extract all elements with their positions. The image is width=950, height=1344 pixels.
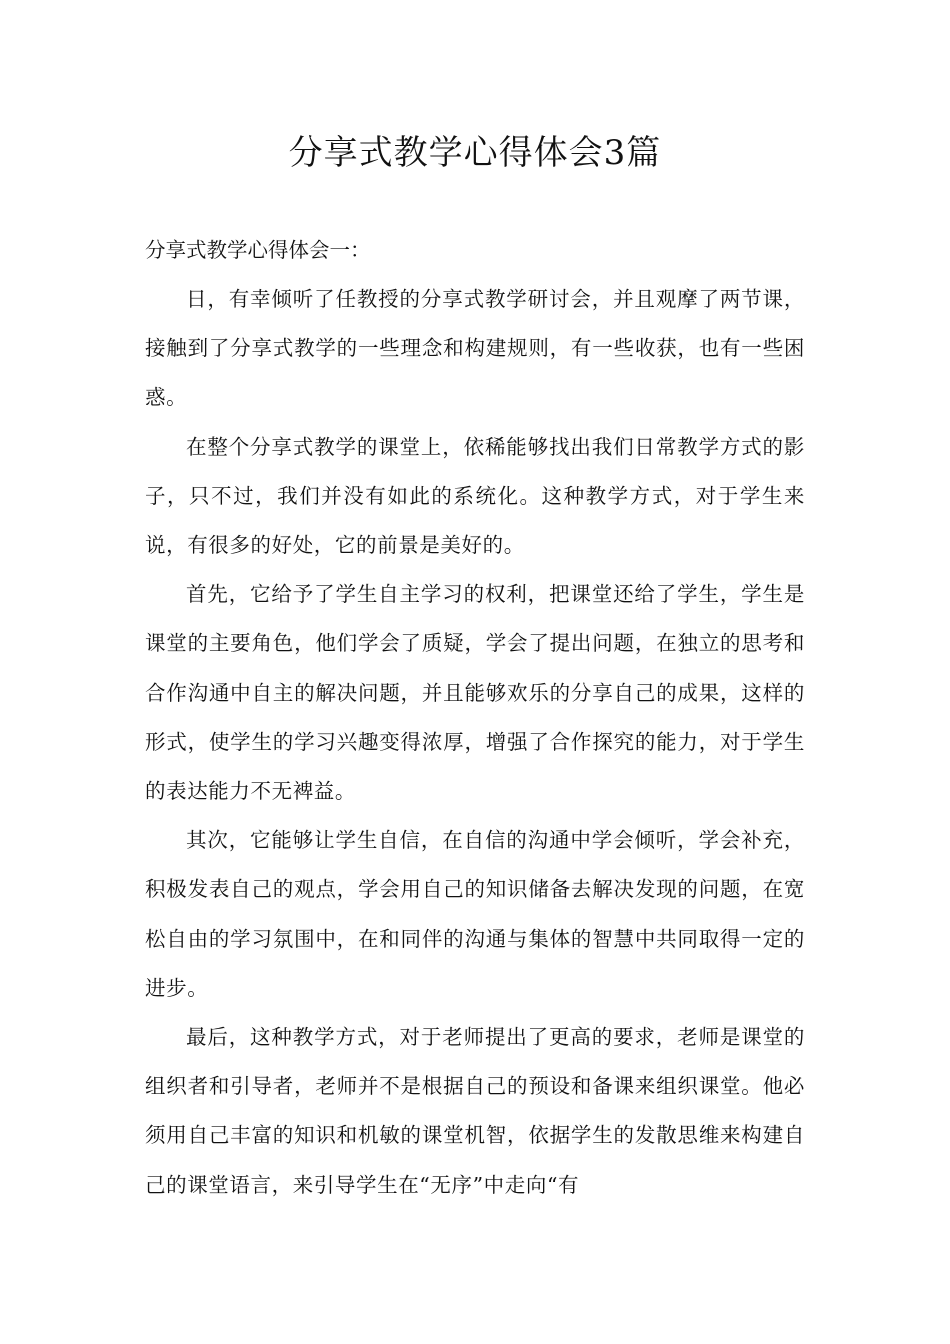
paragraph-4: 其次，它能够让学生自信，在自信的沟通中学会倾听，学会补充，积极发表自己的观点，学会用自己的知识储备去解决发现的问题，在宽松自由的学习氛围中，在和同伴的沟通与集体的智慧中共同取得一定的进步。 <box>145 828 805 1000</box>
paragraph-3: 首先，它给予了学生自主学习的权利，把课堂还给了学生，学生是课堂的主要角色，他们学会了质疑，学会了提出问题，在独立的思考和合作沟通中自主的解决问题，并且能够欢乐的分享自己的成果，这样的形式，使学生的学习兴趣变得浓厚，增强了合作探究的能力，对于学生的表达能力不无裨益。 <box>145 582 805 804</box>
paragraph-5: 最后，这种教学方式，对于老师提出了更高的要求，老师是课堂的组织者和引导者，老师并不是根据自己的预设和备课来组织课堂。他必须用自己丰富的知识和机敏的课堂机智，依据学生的发散思维来构建自己的课堂语言，来引导学生在“无序”中走向“有 <box>145 1025 805 1197</box>
section-heading: 分享式教学心得体会一： <box>145 238 371 262</box>
document-title: 分享式教学心得体会3篇 <box>288 133 662 173</box>
paragraph-2: 在整个分享式教学的课堂上，依稀能够找出我们日常教学方式的影子，只不过，我们并没有如此的系统化。这种教学方式，对于学生来说，有很多的好处，它的前景是美好的。 <box>145 434 805 558</box>
paragraph-1: 日，有幸倾听了任教授的分享式教学研讨会，并且观摩了两节课，接触到了分享式教学的一些理念和构建规则，有一些收获，也有一些困惑。 <box>145 287 805 410</box>
document-body <box>145 225 805 1210</box>
